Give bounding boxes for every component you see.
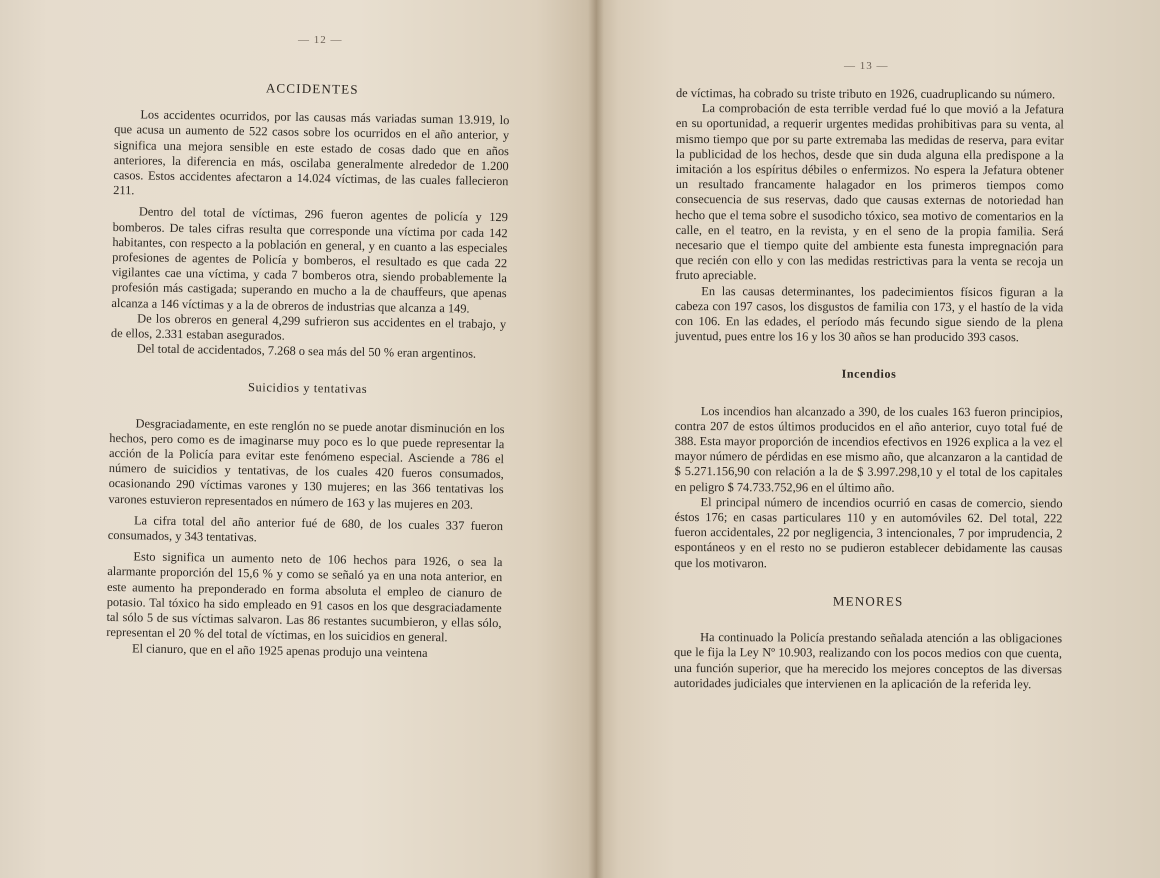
paragraph: La comprobación de esta terrible verdad fué lo que movió a la Jefatura en su oportunidad, a requerir urgentes medidas prohibitivas para su venta, al mismo tiempo que por su parte extremaba las medidas de reserva, para evitar la publicidad de los hechos, desde que sin duda alguna ella predispone a la imitación a los espíritus débiles o enfermizos. No espera la Jefatura obtener un resultado francamente halagador en los primeros tiempos como consecuencia de sus reservas, dado que causas externas de notoriedad han hecho que el tema sobre el susodicho tóxico, sea motivo de comentarios en la calle, en el teatro, en la revista, y en el seno de la propia familia. Será necesario que el tiempo quite del ambiente esta funesta impregnación para que recién con ello y con las medidas restrictivas para la venta se recoja un fruto apreciable. (675, 101, 1064, 283)
paragraph: Ha continuado la Policía prestando señalada atención a las obligaciones que le fija la Ley Nº 10.903, realizando con los pocos medios con que cuenta, una función superior, que ha merecido los mejores conceptos de las diversas autoridades judiciales que intervienen en la aplicación de la referida ley. (673, 630, 1063, 691)
paragraph: En las causas determinantes, los padecimientos físicos figuran a la cabeza con 197 casos, los disgustos de familia con 173, y el hastío de la vida con 106. En las edades, el período más fecundo sigue siendo de la plena juventud, pues entre los 16 y los 30 años se han producido 393 casos. (675, 283, 1064, 345)
right-page-text (674, 86, 1064, 692)
heading-menores: MENORES (832, 593, 904, 609)
heading-accidentes: ACCIDENTES (265, 80, 359, 97)
paragraph: El cianuro, que en el año 1925 apenas produjo una veintena (131, 640, 428, 660)
left-page-text (106, 78, 510, 662)
paragraph: La cifra total del año anterior fué de 680, de los cuales 337 fueron consumados, y 343 tentativas. (107, 513, 504, 545)
paragraph: Los incendios han alcanzado a 390, de los cuales 163 fueron principios, contra 207 de estos últimos producidos en el año anterior, cuyo total fué de 388. Esta mayor proporción de incendios efectivos en 1926 explica a la vez el mayor número de pérdidas en ese mismo año, que alcanzaron a la cantidad de $ 5.271.156,90 con relación a la de $ 3.997.298,10 y el total de los capitales en peligro $ 74.733.752,96 en el último año. (674, 403, 1063, 495)
paragraph: Los accidentes ocurridos, por las causas más variadas suman 13.919, lo que acusa un aumento de 522 casos sobre los ocurridos en el año anterior, y significa una mejora sensible en este estado de cosas dado que en años anteriores, la diferencia en más, oscilaba generalmente alrededor de 1.200 casos. Estos accidentes afectaron a 14.024 víctimas, de las cuales fallecieron 211. (113, 107, 510, 198)
paragraph: El principal número de incendios ocurrió en casas de comercio, siendo éstos 176; en casas particulares 110 y en automóviles 62. Del total, 222 fueron accidentales, 22 por negligencia, 3 intencionales, 7 por imprudencia, 2 espontáneos y en el resto no se pudieron establecer debidamente las causas que los motivaron. (674, 494, 1063, 571)
paragraph: Esto significa un aumento neto de 106 hechos para 1926, o sea la alarmante proporción del 15,6 % y como se señaló ya en una nota anterior, en este aumento ha preponderado en forma absoluta el empleo de cianuro de potasio. Tal tóxico ha sido empleado en 91 casos en los que desgraciadamente tal sólo 5 de sus víctimas salvaron. Las 86 restantes sucumbieron, y ellas sólo, representan el 20 % del total de víctimas, en los suicidios en general. (106, 549, 503, 645)
book-gutter (588, 0, 604, 878)
paragraph: Dentro del total de víctimas, 296 fueron agentes de policía y 129 bomberos. De tales cifras resulta que corresponde una víctima por cada 142 habitantes, con respecto a la población en general, y en cuanto a las especiales profesiones de agentes de Policía y bomberos, el resultado es que cada 22 vigilantes cae una víctima, y cada 7 bomberos otra, siendo probablemente la profesión más castigada; superando en mucho a la de chauffeurs, que apenas alcanza a 146 víctimas y a la de obreros de industrias que alcanza a 149. (111, 204, 508, 316)
page-number-left: — 12 — (298, 34, 343, 46)
heading-incendios: Incendios (841, 367, 897, 382)
heading-suicidios: Suicidios y tentativas (247, 380, 368, 397)
paragraph-continuation: de víctimas, ha cobrado su triste tributo en 1926, cuadruplicando su número. (675, 86, 1056, 102)
paragraph: Desgraciadamente, en este renglón no se puede anotar disminución en los hechos, pero como es de imaginarse muy poco es lo que puede representar la acción de la Policía para evitar este fenómeno especial. Asciende a 786 el número de suicidios y tentativas, de los cuales 420 fueros consumados, ocasionando 290 víctimas varones y 130 mujeres; en las 366 tentativas los varones estuvieron representados en número de 163 y las mujeres en 203. (108, 416, 505, 512)
page-number-right: — 13 — (844, 60, 889, 72)
paragraph: Del total de accidentados, 7.268 o sea más del 50 % eran argentinos. (136, 341, 477, 361)
paragraph: De los obreros en general 4,299 sufrieron sus accidentes en el trabajo, y de ellos, 2.331 estaban asegurados. (110, 311, 507, 343)
